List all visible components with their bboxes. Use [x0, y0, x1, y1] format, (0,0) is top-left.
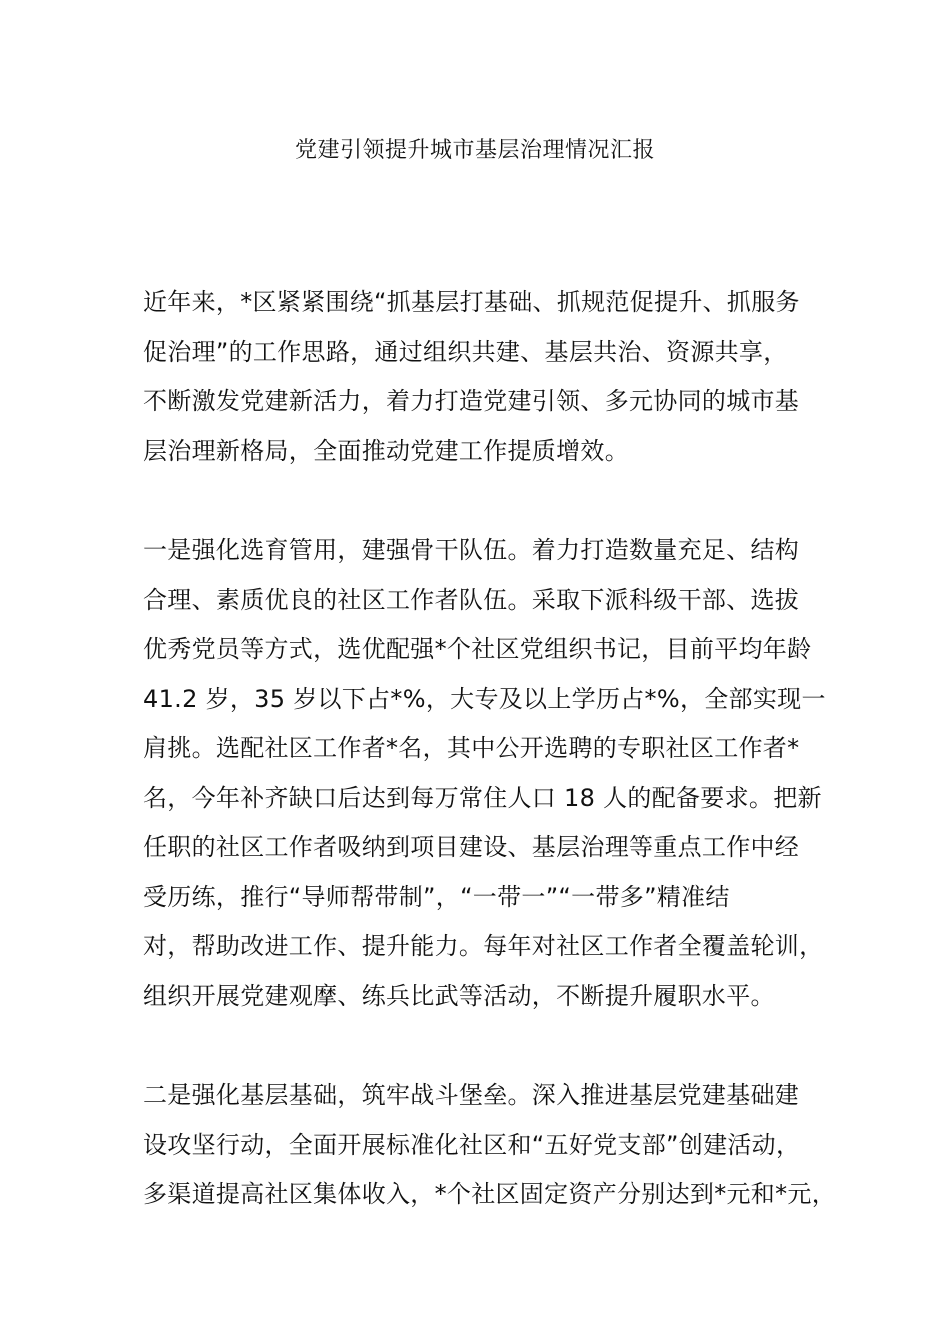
text-line: 受历练，推行“导师帮带制”，“一带一”“一带多”精准结: [143, 882, 730, 911]
text-line: 对，帮助改进工作、提升能力。每年对社区工作者全覆盖轮训，: [143, 932, 824, 960]
document-title: 党建引领提升城市基层治理情况汇报: [294, 138, 655, 163]
text-line: 41.2 岁，35 岁以下占*%，大专及以上学历占*%，全部实现一: [143, 684, 826, 713]
text-line: 近年来，*区紧紧围绕“抓基层打基础、抓规范促提升、抓服务: [143, 288, 800, 316]
text-line: 肩挑。选配社区工作者*名，其中公开选聘的专职社区工作者*: [143, 734, 800, 762]
text-line: 一是强化选育管用，建强骨干队伍。着力打造数量充足、结构: [143, 536, 800, 564]
paragraph-intro: [143, 278, 823, 476]
text-line: 优秀党员等方式，选优配强*个社区党组织书记，目前平均年龄: [143, 635, 812, 663]
text-line: 设攻坚行动，全面开展标准化社区和“五好党支部”创建活动，: [143, 1130, 801, 1159]
text-line: 多渠道提高社区集体收入，*个社区固定资产分别达到*元和*元，: [143, 1180, 836, 1208]
text-line: 合理、素质优良的社区工作者队伍。采取下派科级干部、选拔: [143, 585, 800, 614]
text-line: 不断激发党建新活力，着力打造党建引领、多元协同的城市基: [143, 387, 800, 415]
text-line: 二是强化基层基础，筑牢战斗堡垒。深入推进基层党建基础建: [143, 1081, 800, 1109]
text-line: 组织开展党建观摩、练兵比武等活动，不断提升履职水平。: [143, 981, 775, 1010]
text-line: 名，今年补齐缺口后达到每万常住人口 18 人的配备要求。把新: [143, 783, 822, 812]
paragraph-section-one: [143, 526, 826, 1021]
text-line: 层治理新格局，全面推动党建工作提质增效。: [143, 436, 629, 465]
paragraph-section-two: [143, 1071, 836, 1220]
text-line: 促治理”的工作思路，通过组织共建、基层共治、资源共享，: [143, 337, 788, 366]
text-line: 任职的社区工作者吸纳到项目建设、基层治理等重点工作中经: [143, 833, 800, 861]
